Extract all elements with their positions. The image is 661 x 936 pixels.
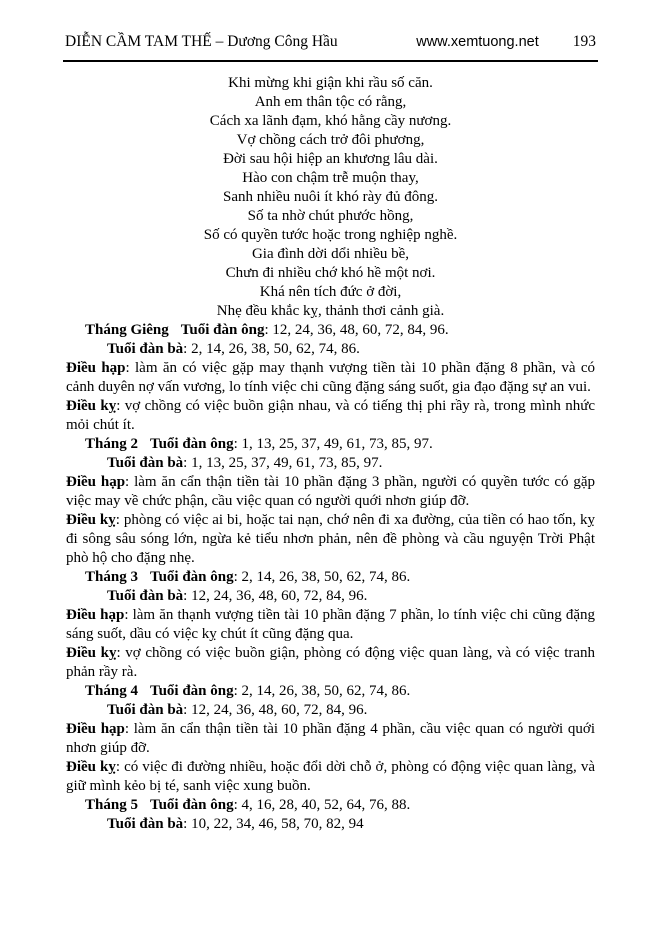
hap-text: : làm ăn có việc gặp may thạnh vượng tiền tài 10 phần đặng 8 phần, và có cảnh duyên nợ vấn vương, lo tính việc chi cũng đặng sáng suốt, gia đạo đặng sự an vui. — [66, 360, 595, 395]
hap-label: Điều hạp — [66, 721, 125, 737]
men-ages-label: Tuổi đàn ông — [180, 322, 265, 338]
poem-line: Chưn đi nhiều chớ khó hề một nơi. — [225, 265, 436, 281]
women-ages-label: Tuổi đàn bà — [107, 455, 184, 471]
poem-line: Gia đình dời dổi nhiều bề, — [251, 246, 410, 262]
poem-line: Nhẹ đều khắc kỵ, thảnh thơi cảnh già. — [216, 303, 445, 319]
month-name: Tháng 2 — [85, 436, 138, 452]
poem-line: Anh em thân tộc có rằng, — [254, 94, 407, 110]
hap-paragraph — [66, 720, 595, 758]
hap-text: : làm ăn cẩn thận tiền tài 10 phần đặng 3 phần, người có quyền tước có gặp việc may về chức phận, cầu việc quan có người quới nhơn giúp đỡ. — [66, 474, 595, 509]
month-name: Tháng 3 — [85, 569, 138, 585]
men-ages-label: Tuổi đàn ông — [149, 683, 234, 699]
women-ages-line — [66, 815, 595, 834]
men-ages-values: : 1, 13, 25, 37, 49, 61, 73, 85, 97. — [233, 436, 433, 452]
hap-text: : làm ăn cẩn thận tiền tài 10 phần đặng 4 phần, cầu việc quan có người quới nhơn giúp đỡ. — [66, 721, 595, 756]
month-heading — [66, 568, 595, 587]
women-ages-label: Tuổi đàn bà — [107, 816, 184, 832]
ky-label: Điều kỵ — [66, 398, 117, 414]
ky-paragraph — [66, 397, 595, 435]
men-ages-label: Tuổi đàn ông — [149, 797, 234, 813]
month-section-gieng — [66, 321, 595, 435]
hap-label: Điều hạp — [66, 474, 126, 490]
hap-paragraph — [66, 473, 595, 511]
women-ages-values: : 2, 14, 26, 38, 50, 62, 74, 86. — [183, 341, 360, 357]
ky-paragraph — [66, 758, 595, 796]
ky-paragraph — [66, 644, 595, 682]
page-number: 193 — [572, 33, 596, 50]
men-ages-label: Tuổi đàn ông — [149, 436, 234, 452]
women-ages-label: Tuổi đàn bà — [107, 341, 184, 357]
ky-label: Điều kỵ — [66, 645, 117, 661]
hap-label: Điều hạp — [66, 607, 125, 623]
poem-line: Cách xa lãnh đạm, khó hằng cầy nương. — [209, 113, 452, 129]
page-header — [63, 0, 598, 62]
men-ages-values: : 4, 16, 28, 40, 52, 64, 76, 88. — [233, 797, 411, 813]
month-name: Tháng Giêng — [85, 322, 169, 338]
women-ages-line — [66, 587, 595, 606]
ky-text: : có việc đi đường nhiều, hoặc đổi dời chỗ ở, phòng có động việc quan làng, và giữ mình kẻo bị té, sanh việc xung buồn. — [66, 759, 595, 794]
ky-label: Điều kỵ — [66, 512, 116, 528]
ky-paragraph — [66, 511, 595, 568]
men-ages-values: : 2, 14, 26, 38, 50, 62, 74, 86. — [233, 569, 411, 585]
hap-text: : làm ăn thạnh vượng tiền tài 10 phần đặng 7 phần, lo tính việc chi cũng đặng sáng suốt, dầu có việc kỵ chút ít cũng đặng qua. — [66, 607, 595, 642]
men-ages-values: : 12, 24, 36, 48, 60, 72, 84, 96. — [264, 322, 449, 338]
poem-line: Sanh nhiều nuôi ít khó rày đủ đông. — [223, 189, 438, 205]
month-section-2 — [66, 435, 595, 568]
month-heading — [66, 435, 595, 454]
header-right — [416, 33, 596, 51]
ky-label: Điều kỵ — [66, 759, 116, 775]
poem-line: Khi mừng khi giận khi rầu số căn. — [228, 75, 433, 91]
ky-text: : vợ chồng có việc buồn giận nhau, và có tiếng thị phi rầy rà, trong mình nhức mỏi chút ít. — [66, 398, 595, 433]
ky-text: : phòng có việc ai bi, hoặc tai nạn, chớ nên đi xa đường, của tiền có hao tốn, kỵ đi sông sâu sóng lớn, ngừa kẻ tiểu nhơn phản, nên đề phòng và cầu nguyện Trời Phật phò hộ cho đặng nhẹ. — [66, 512, 595, 566]
ky-text: : vợ chồng có việc buồn giận, phòng có động việc quan làng, và có việc tranh phản rầy rà. — [66, 645, 596, 680]
poem-line: Số ta nhờ chút phước hồng, — [247, 208, 414, 224]
hap-label: Điều hạp — [66, 360, 126, 376]
women-ages-values: : 10, 22, 34, 46, 58, 70, 82, 94 — [183, 816, 364, 832]
book-title: DIỄN CẦM TAM THẾ – Dương Công Hầu — [65, 33, 338, 50]
men-ages-values: : 2, 14, 26, 38, 50, 62, 74, 86. — [233, 683, 411, 699]
month-section-3 — [66, 568, 595, 682]
month-section-5 — [66, 796, 595, 834]
poem-line: Hào con chậm trễ muộn thay, — [242, 170, 419, 186]
website-url: www.xemtuong.net — [416, 34, 539, 50]
poem-line: Khá nên tích đức ở đời, — [259, 284, 402, 300]
month-name: Tháng 5 — [85, 797, 138, 813]
poem — [66, 74, 595, 321]
women-ages-line — [66, 340, 595, 359]
women-ages-line — [66, 454, 595, 473]
month-section-4 — [66, 682, 595, 796]
month-name: Tháng 4 — [85, 683, 138, 699]
month-heading — [66, 682, 595, 701]
hap-paragraph — [66, 359, 595, 397]
poem-line: Số có quyền tước hoặc trong nghiệp nghề. — [203, 227, 458, 243]
women-ages-label: Tuổi đàn bà — [107, 588, 184, 604]
page-content — [66, 74, 595, 834]
hap-paragraph — [66, 606, 595, 644]
poem-line: Vợ chồng cách trở đôi phương, — [236, 132, 425, 148]
women-ages-values: : 12, 24, 36, 48, 60, 72, 84, 96. — [183, 588, 368, 604]
women-ages-values: : 12, 24, 36, 48, 60, 72, 84, 96. — [183, 702, 368, 718]
poem-line: Đời sau hội hiệp an khương lâu dài. — [223, 151, 438, 167]
men-ages-label: Tuổi đàn ông — [149, 569, 234, 585]
month-heading — [66, 796, 595, 815]
women-ages-line — [66, 701, 595, 720]
month-heading — [66, 321, 595, 340]
women-ages-values: : 1, 13, 25, 37, 49, 61, 73, 85, 97. — [183, 455, 383, 471]
women-ages-label: Tuổi đàn bà — [107, 702, 184, 718]
